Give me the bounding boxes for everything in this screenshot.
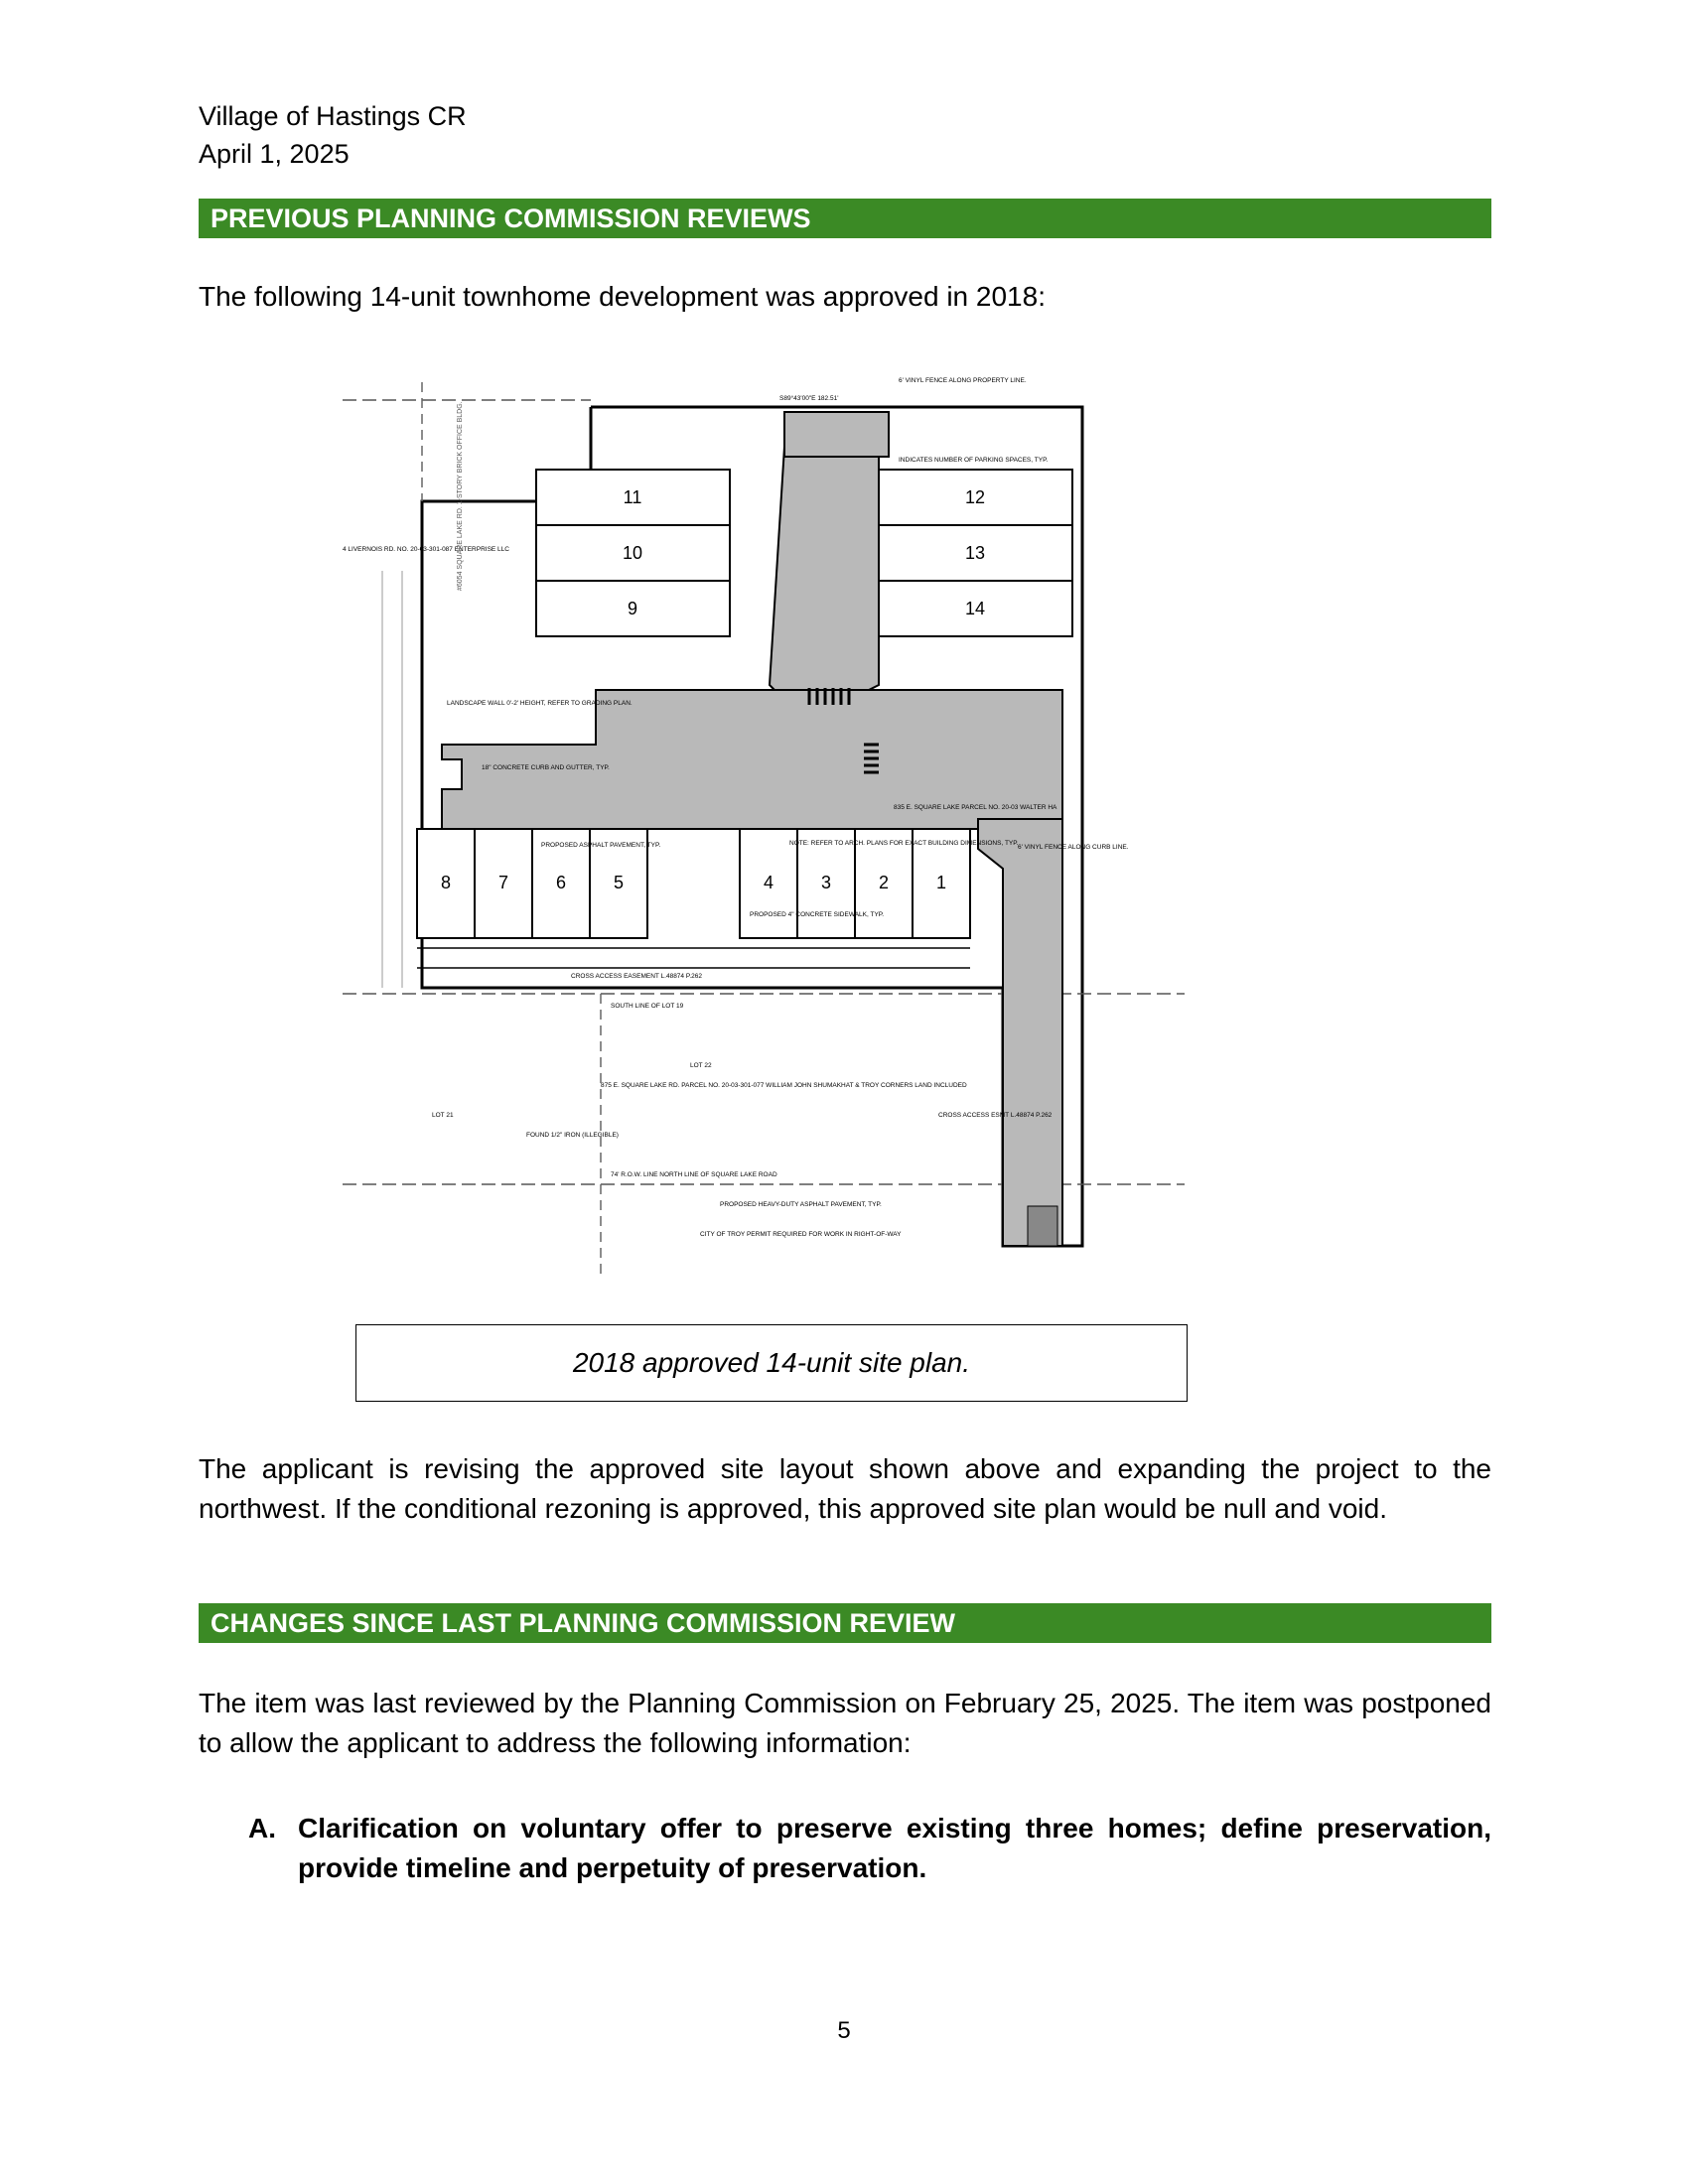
header-municipality: Village of Hastings CR [199, 101, 467, 131]
site-plan-drawing [343, 352, 1185, 1274]
unit-label: 13 [964, 543, 986, 563]
annotation-east-parcel: 835 E. SQUARE LAKE PARCEL NO. 20-03 WALTER HA [894, 804, 1057, 811]
annotation-vinyl-fence: 6' VINYL FENCE ALONG PROPERTY LINE. [899, 377, 1027, 384]
unit-label: 4 [763, 873, 774, 892]
unit-label: 6 [555, 873, 567, 892]
section-heading-changes: CHANGES SINCE LAST PLANNING COMMISSION REVIEW [199, 1603, 1491, 1643]
unit-label: 10 [622, 543, 643, 563]
annotation-sidewalk: PROPOSED 4" CONCRETE SIDEWALK, TYP. [750, 911, 885, 918]
section-heading-previous-reviews: PREVIOUS PLANNING COMMISSION REVIEWS [199, 199, 1491, 238]
annotation-bearing: S89°43'00"E 182.51' [779, 395, 839, 402]
unit-label: 8 [440, 873, 452, 892]
list-marker: A. [248, 1813, 276, 1843]
unit-label: 3 [820, 873, 832, 892]
annotation-heavy-duty: PROPOSED HEAVY-DUTY ASPHALT PAVEMENT, TYP. [720, 1201, 882, 1208]
annotation-vinyl-fence-curb: 6' VINYL FENCE ALONG CURB LINE. [1018, 844, 1129, 851]
annotation-landscape-wall: LANDSCAPE WALL 0'-2' HEIGHT, REFER TO GRADING PLAN. [447, 700, 633, 707]
annotation-note: NOTE: REFER TO ARCH. PLANS FOR EXACT BUILDING DIMENSIONS, TYP. [789, 840, 1019, 847]
unit-label: 5 [613, 873, 625, 892]
unit-label: 7 [497, 873, 509, 892]
site-plan-figure [343, 352, 1185, 1274]
annotation-west-parcel: 4 LIVERNOIS RD. NO. 20-03-301-087 ENTERPRISE LLC [343, 546, 509, 553]
annotation-curb: 18" CONCRETE CURB AND GUTTER, TYP. [482, 764, 610, 771]
header-date: April 1, 2025 [199, 139, 350, 169]
annotation-south-line: SOUTH LINE OF LOT 19 [611, 1003, 684, 1010]
annotation-cross-access: CROSS ACCESS EASEMENT L.48874 P.262 [571, 973, 702, 980]
annotation-asphalt: PROPOSED ASPHALT PAVEMENT, TYP. [541, 842, 661, 849]
annotation-cross-access-esmt: CROSS ACCESS ESMT L.48874 P.262 [938, 1112, 1053, 1119]
unit-label: 14 [964, 599, 986, 618]
list-item-text: Clarification on voluntary offer to preserve existing three homes; define preservation, provide timeline and perpetuity of preservation. [298, 1813, 1491, 1883]
intro-paragraph: The following 14-unit townhome development was approved in 2018: [199, 281, 1046, 312]
figure-caption: 2018 approved 14-unit site plan. [355, 1324, 1188, 1402]
asphalt-pavement-north [770, 447, 879, 695]
unit-label: 9 [627, 599, 638, 618]
annotation-parcel: 875 E. SQUARE LAKE RD. PARCEL NO. 20-03-301-077 WILLIAM JOHN SHUMAKHAT & TROY CORNERS LAND INCLUDED [601, 1082, 967, 1089]
annotation-city-troy: CITY OF TROY PERMIT REQUIRED FOR WORK IN RIGHT-OF-WAY [700, 1231, 902, 1238]
review-paragraph: The item was last reviewed by the Planning Commission on February 25, 2025. The item was postponed to allow the applicant to address the following information: [199, 1688, 1491, 1758]
annotation-lot-22: LOT 22 [690, 1062, 712, 1069]
annotation-north-line: 74' R.O.W. LINE NORTH LINE OF SQUARE LAKE ROAD [611, 1171, 777, 1178]
page-number: 5 [837, 2017, 851, 2044]
revision-paragraph: The applicant is revising the approved site layout shown above and expanding the project to the northwest. If the conditional rezoning is approved, this approved site plan would be null and void. [199, 1453, 1491, 1524]
annotation-brick-office: #6054 SQUARE LAKE RD. 1-STORY BRICK OFFICE BLDG. [457, 401, 464, 591]
unit-label: 2 [878, 873, 890, 892]
unit-label: 1 [935, 873, 947, 892]
annotation-lot-21: LOT 21 [432, 1112, 454, 1119]
annotation-found-iron: FOUND 1/2" IRON (ILLEGIBLE) [526, 1132, 619, 1139]
annotation-parking: INDICATES NUMBER OF PARKING SPACES, TYP. [899, 457, 1049, 464]
unit-label: 12 [964, 487, 986, 507]
unit-label: 11 [623, 487, 642, 507]
